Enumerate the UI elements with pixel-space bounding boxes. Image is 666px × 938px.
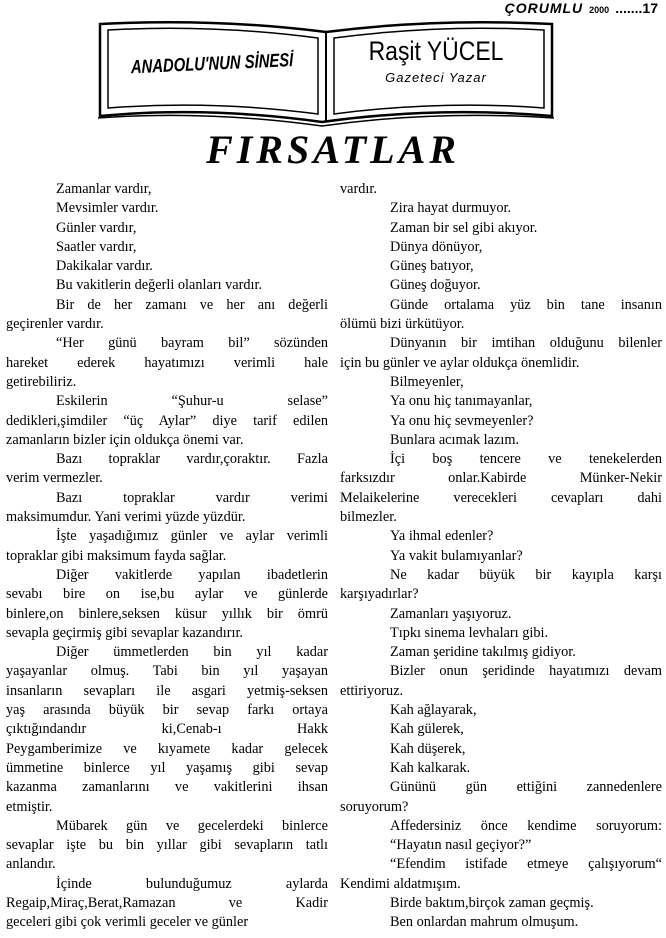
text-line: Ben onlardan mahrum olmuşum.: [390, 914, 579, 931]
text-line: İçi boş tencere ve tenekelerden: [390, 451, 662, 468]
text-line: Regaip,Miraç,Berat,Ramazan ve Kadir: [6, 894, 328, 911]
text-line: binlere,on binlere,seksen küsur yıllık bir ömrü: [6, 605, 328, 622]
text-line: Ya onu hiç tanımayanlar,: [390, 393, 533, 410]
text-line: Günde ortalama yüz bin tane insanın: [390, 296, 662, 313]
text-line: yaşayanlar olmuş. Tabi bin yıl yaşayan: [6, 663, 328, 680]
text-line: Kah gülerek,: [390, 721, 464, 738]
text-line: Bazı topraklar vardır verimi: [56, 489, 328, 506]
text-line: Zira hayat durmuyor.: [390, 200, 512, 217]
text-line: sevaplar işte bu bin yıllar gibi sevapların tatlı: [6, 837, 328, 854]
text-line: Saatler vardır,: [56, 238, 137, 255]
text-line: Zaman şeridine takılmış gidiyor.: [390, 644, 576, 661]
text-line: çıktığındandır ki,Cenab-ı Hakk: [6, 721, 328, 738]
article-title: FIRSATLAR: [206, 127, 460, 172]
text-line: Bazı topraklar vardır,çoraktır. Fazla: [56, 451, 328, 468]
text-line: getirebiliriz.: [6, 373, 77, 390]
text-line: Ya ihmal edenler?: [390, 528, 494, 545]
text-line: yaş arasında büyük bir sevap farkı ortaya: [6, 702, 328, 719]
publication-name: ÇORUMLU: [504, 0, 584, 16]
text-line: etmiştir.: [6, 798, 53, 815]
text-line: Zaman bir sel gibi akıyor.: [390, 219, 538, 236]
article-column-left: [6, 180, 328, 933]
text-line: “Hayatın nasıl geçiyor?”: [390, 837, 532, 854]
text-line: İşte yaşadığımız günler ve aylar verimli: [56, 528, 328, 545]
text-line: Bilmeyenler,: [390, 373, 464, 390]
text-line: verim vermezler.: [6, 470, 103, 487]
text-line: Mevsimler vardır.: [56, 200, 159, 217]
text-line: sevabı bire on ise,bu aylar ve günlerde: [6, 586, 328, 603]
text-line: Diğer vakitlerde yapılan ibadetlerin: [56, 566, 328, 583]
text-line: Bir de her zamanı ve her anı değerli: [56, 296, 328, 313]
text-line: dedikleri,şimdiler “üç Aylar” diye tarif edilen: [6, 412, 328, 429]
author-role: Gazeteci Yazar: [385, 70, 487, 85]
text-line: Zamanlar vardır,: [56, 181, 152, 197]
text-line: Kendimi aldatmışım.: [340, 875, 461, 892]
text-line: Eskilerin “Şuhur-u selase”: [56, 393, 328, 410]
text-line: bilmezler.: [340, 509, 397, 526]
text-line: Peygamberimize ve kıyamete kadar gelecek: [6, 740, 328, 757]
article-column-right: [340, 180, 662, 933]
text-line: “Her günü bayram bil” sözünden: [56, 335, 328, 352]
text-line: Gününü gün ettiğini zannedenlere: [390, 779, 662, 796]
text-line: vardır.: [340, 181, 377, 197]
text-line: İçinde bulunduğumuz aylarda: [56, 875, 328, 892]
text-line: Diğer ümmetlerden bin yıl kadar: [56, 644, 328, 661]
text-line: Tıpkı sinema levhaları gibi.: [390, 624, 549, 641]
text-line: Güneş batıyor,: [390, 258, 474, 275]
text-line: ümmetine binlerce yıl yaşamış gibi sevap: [6, 759, 328, 776]
text-line: Bu vakitlerin değerli olanları vardır.: [56, 277, 263, 294]
text-line: “Efendim istifade etmeye çalışıyorum“: [390, 856, 662, 873]
text-line: maksimumdur. Yani verimi yüzde yüzdür.: [6, 509, 246, 526]
text-line: Günler vardır,: [56, 219, 137, 236]
author-name: Raşit YÜCEL: [368, 36, 504, 66]
text-line: ölümü bizi ürkütüyor.: [340, 316, 465, 333]
column-banner: [96, 18, 556, 130]
text-line: soruyorum?: [340, 798, 409, 815]
text-line: Dünya dönüyor,: [390, 238, 483, 255]
text-line: Mübarek gün ve gecelerdeki binlerce: [56, 817, 328, 834]
text-line: Güneş doğuyor.: [390, 277, 481, 294]
text-line: Affedersiniz önce kendime soruyorum:: [390, 817, 662, 834]
text-line: Kah kalkarak.: [390, 759, 471, 776]
text-line: farksızdır onlar.Kabirde Münker-Nekir: [340, 470, 662, 487]
text-line: geceleri gibi çok verimli geceler ve günler: [6, 914, 249, 931]
text-line: Kah ağlayarak,: [390, 702, 477, 719]
text-line: zamanların bizler için oldukça önemi var.: [6, 431, 244, 448]
publication-year: 2000: [589, 5, 610, 15]
text-line: karşıyadırlar?: [340, 586, 419, 603]
text-line: Ne kadar büyük bir kayıpla karşı: [390, 566, 662, 583]
text-line: Bizler onun şeridinde hayatımızı devam: [390, 663, 662, 680]
text-line: Dünyanın bir imtihan olduğunu bilenler: [390, 335, 662, 352]
text-line: Bunlara acımak lazım.: [390, 431, 520, 448]
text-line: için bu günler ve aylar oldukça önemlidir.: [340, 354, 580, 371]
text-line: Ya vakit bulamıyanlar?: [390, 547, 523, 564]
text-line: geçirenler vardır.: [6, 316, 104, 333]
text-line: Dakikalar vardır.: [56, 258, 153, 275]
text-line: Kah düşerek,: [390, 740, 466, 757]
page-number: .......17: [615, 0, 658, 16]
text-line: ettiriyoruz.: [340, 682, 404, 699]
text-line: Ya onu hiç sevmeyenler?: [390, 412, 534, 429]
column-name: ANADOLU'NUN SİNESİ: [130, 50, 294, 79]
text-line: topraklar gibi maksimum fayda sağlar.: [6, 547, 227, 564]
text-line: kazanma zamanlarını ve vakitlerini ihsan: [6, 779, 328, 796]
text-line: anlandır.: [6, 856, 56, 873]
text-line: insanların sevapları ile asgari yetmiş-seksen: [6, 682, 328, 699]
text-line: hareket ederek hayatımızı verimli hale: [6, 354, 328, 371]
header-meta: [505, 0, 658, 16]
text-line: Melaikelerine verecekleri cevapları dahi: [340, 489, 662, 506]
text-line: Birde baktım,birçok zaman geçmiş.: [390, 894, 594, 911]
text-line: Zamanları yaşıyoruz.: [390, 605, 512, 622]
text-line: sevapla geçirmiş gibi sevaplar kazandırır.: [6, 624, 244, 641]
